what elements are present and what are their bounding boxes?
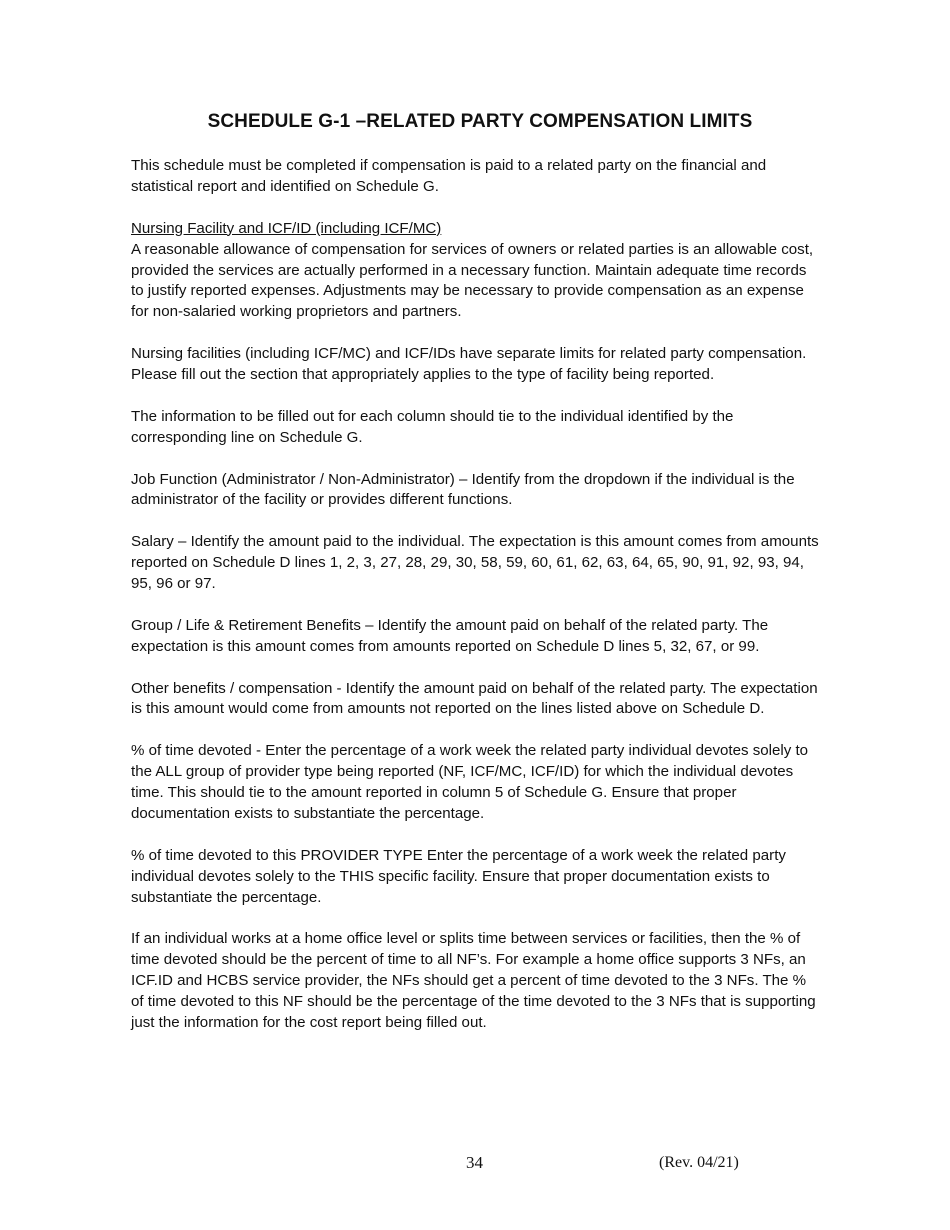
intro-paragraph: This schedule must be completed if compensation is paid to a related party on the financial and statistical report and identified on Schedule G. xyxy=(131,157,767,195)
page-number: 34 xyxy=(466,1153,483,1172)
revision-label: (Rev. 04/21) xyxy=(659,1154,739,1171)
paragraph-time-provider-type: % of time devoted to this PROVIDER TYPE Enter the percentage of a work week the related party individual devotes solely to the THIS specific facility. Ensure that proper documentation exists to substantiate the percentage. xyxy=(131,846,786,906)
paragraph-other-benefits: Other benefits / compensation - Identify the amount paid on behalf of the related party. The expectation is this amount would come from amounts not reported on the lines listed above on Schedule D. xyxy=(131,679,818,718)
paragraph-time-devoted: % of time devoted - Enter the percentage of a work week the related party individual devotes solely to the ALL group of provider type being reported (NF, ICF/MC, ICF/ID) for which the individual devotes time. This should tie to the amount reported in column 5 of Schedule G. Ensure that proper documentation exists to substantiate the percentage. xyxy=(131,742,809,822)
paragraph-home-office: If an individual works at a home office level or splits time between services or facilities, then the % of time devoted should be the percent of time to all NF’s. For example a home office supports 3 NFs, an ICF.ID and HCBS service provider, the NFs should get a percent of time devoted to the 3 NFs. The % of time devoted to this NF should be the percentage of the time devoted to the 3 NFs that is supporting just the information for the cost report being filled out. xyxy=(131,930,816,1031)
paragraph-allowance: A reasonable allowance of compensation for services of owners or related parties is an allowable cost, provided the services are actually performed in a necessary function. Maintain adequate time records to justify reported expenses. Adjustments may be necessary to provide compensation as an expense for non-salaried working proprietors and partners. xyxy=(131,240,814,321)
paragraph-job-function: Job Function (Administrator / Non-Administrator) – Identify from the dropdown if the individual is the administrator of the facility or provides different functions. xyxy=(131,470,795,509)
page-title: SCHEDULE G-1 –RELATED PARTY COMPENSATION LIMITS xyxy=(207,111,753,132)
paragraph-benefits: Group / Life & Retirement Benefits – Identify the amount paid on behalf of the related party. The expectation is this amount comes from amounts reported on Schedule D lines 5, 32, 67, or 99. xyxy=(131,616,769,655)
section-heading: Nursing Facility and ICF/ID (including ICF/MC) xyxy=(131,219,442,237)
paragraph-column-info: The information to be filled out for each column should tie to the individual identified by the corresponding line on Schedule G. xyxy=(131,407,734,446)
document-body xyxy=(131,156,821,1034)
paragraph-salary: Salary – Identify the amount paid to the individual. The expectation is this amount comes from amounts reported on Schedule D lines 1, 2, 3, 27, 28, 29, 30, 58, 59, 60, 61, 62, 63, 64, 65, 90, 91, 92, 93, 94, 95, 96 or 97. xyxy=(131,533,819,593)
paragraph-separate-limits: Nursing facilities (including ICF/MC) and ICF/IDs have separate limits for related party compensation. Please fill out the section that appropriately applies to the type of facility being reported. xyxy=(131,345,807,384)
